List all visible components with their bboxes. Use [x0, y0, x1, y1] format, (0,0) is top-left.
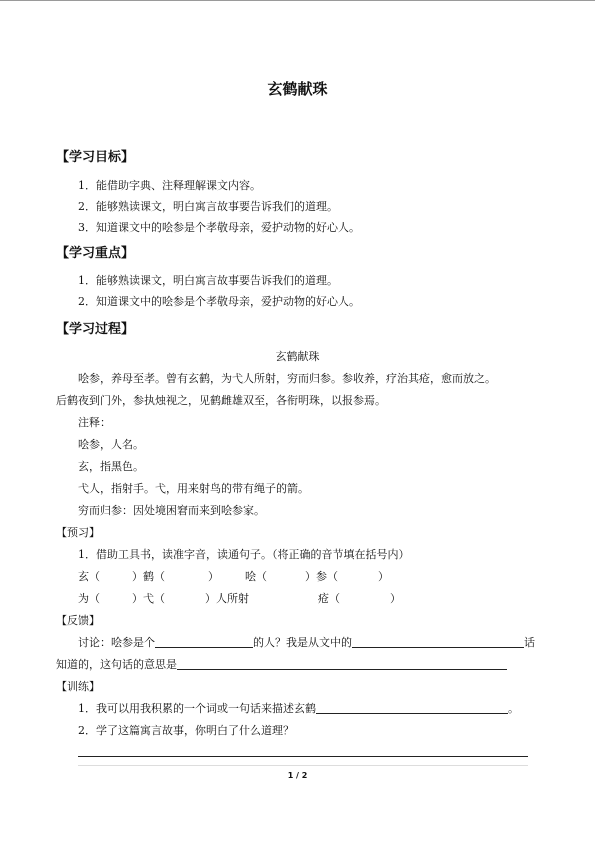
practice-question-1-end: 。 — [508, 702, 519, 715]
section-heading-process: 【学习过程】 — [56, 322, 135, 337]
feedback-question-mid: 的人？我是从文中的 — [253, 636, 352, 649]
notes-label: 注释： — [78, 416, 111, 429]
note-item-1: 哙参，人名。 — [78, 438, 144, 451]
passage-line-2: 后鹤夜到门外，参执烛视之，见鹤雌雄双至，各衔明珠，以报参焉。 — [56, 394, 386, 407]
pinyin-xuan-label: 玄（ — [78, 570, 100, 583]
focus-item-2: 2．知道课文中的哙参是个孝敬母亲，爱护动物的好心人。 — [78, 295, 360, 308]
section-heading-preview: 【预习】 — [56, 526, 100, 539]
pinyin-kuai-label: 哙（ — [245, 570, 267, 583]
goal-item-1: 1．能借助字典、注释理解课文内容。 — [78, 179, 261, 192]
lesson-answer-line[interactable] — [78, 756, 528, 757]
section-heading-focus: 【学习重点】 — [56, 246, 135, 261]
footer-divider — [78, 765, 528, 766]
practice-question-1-text: 1．我可以用我积累的一个词或一句话来描述玄鹤 — [78, 702, 316, 715]
feedback-meaning-label: 知道的，这句话的意思是 — [56, 658, 177, 671]
practice-question-2: 2．学了这篇寓言故事，你明白了什么道理？ — [78, 724, 294, 737]
preview-instruction: 1．借助工具书，读准字音，读通句子。（将正确的音节填在括号内） — [78, 548, 410, 561]
focus-item-1: 1．能够熟读课文，明白寓言故事要告诉我们的道理。 — [78, 274, 338, 287]
feedback-question-end: 话 — [524, 636, 535, 649]
pinyin-he-close: ） — [208, 570, 219, 583]
page-number: 1 / 2 — [287, 771, 308, 780]
pinyin-chuang-close: ） — [390, 592, 401, 605]
note-item-2: 玄，指黑色。 — [78, 460, 144, 473]
passage-title: 玄鹤献珠 — [275, 350, 320, 363]
pinyin-yi-close: ）人所射 — [205, 592, 249, 605]
pinyin-wei-label: 为（ — [78, 592, 100, 605]
pinyin-he-label: ）鹤（ — [132, 570, 165, 583]
feedback-question-start: 讨论：哙参是个 — [78, 636, 155, 649]
note-item-4: 穷而归参：因处境困窘而来到哙参家。 — [78, 504, 265, 517]
page-top-border — [0, 0, 595, 1]
note-item-3: 弋人，指射手。弋，用来射鸟的带有绳子的箭。 — [78, 482, 309, 495]
goal-item-2: 2．能够熟读课文，明白寓言故事要告诉我们的道理。 — [78, 200, 338, 213]
document-title: 玄鹤献珠 — [267, 80, 328, 98]
meaning-blank[interactable] — [177, 657, 507, 670]
passage-line-1: 哙参，养母至孝。曾有玄鹤，为弋人所射，穷而归参。参收养，疗治其疮，愈而放之。 — [78, 372, 496, 385]
section-heading-practice: 【训练】 — [56, 680, 100, 693]
pinyin-yi-label: ）弋（ — [132, 592, 165, 605]
practice-question-1 — [78, 700, 519, 716]
feedback-question-line-1 — [78, 634, 535, 650]
pinyin-chuang-label: 疮（ — [318, 592, 340, 605]
source-sentence-blank[interactable] — [352, 635, 524, 648]
section-heading-goals: 【学习目标】 — [56, 150, 135, 165]
feedback-question-line-2 — [56, 656, 507, 672]
goal-item-3: 3．知道课文中的哙参是个孝敬母亲，爱护动物的好心人。 — [78, 221, 360, 234]
pinyin-shen-close: ） — [378, 570, 389, 583]
describe-crane-blank[interactable] — [316, 701, 508, 714]
section-heading-feedback: 【反馈】 — [56, 614, 100, 627]
person-type-blank[interactable] — [155, 635, 253, 648]
pinyin-shen-label: ）参（ — [305, 570, 338, 583]
